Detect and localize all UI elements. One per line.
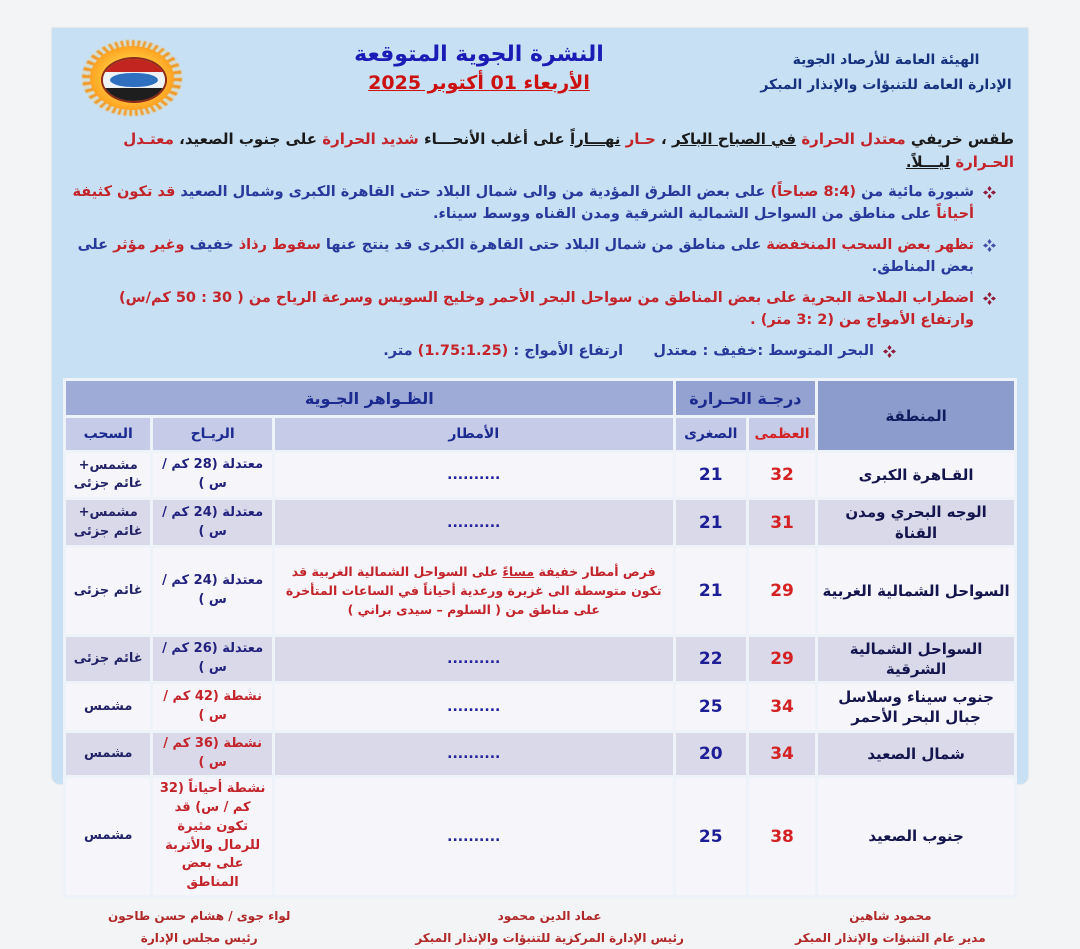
rain-cell: .......... — [275, 637, 673, 682]
min-temp-cell: 22 — [676, 637, 746, 682]
rain-cell: .......... — [275, 733, 673, 775]
wind-cell: معتدلة (28 كم / س ) — [153, 453, 272, 497]
min-temp-cell: 21 — [676, 548, 746, 634]
note-text: البحر المتوسط :خفيف : معتدل ارتفاع الأمواج : (1.75:1.25) متر. — [383, 342, 874, 359]
table-row-north-upper-egypt — [66, 733, 1014, 775]
note-low-clouds — [66, 234, 996, 279]
note-text: تظهر بعض السحب المنخفضة على مناطق من شمال البلاد حتى القاهرة الكبرى قد ينتج عنها سقوط رذاذ خفيف وغير مؤثر على بعض المناطق. — [77, 236, 974, 276]
region-cell: شمال الصعيد — [818, 733, 1014, 775]
signature-forecast-director — [761, 906, 1020, 949]
region-cell: السواحل الشمالية الشرقية — [818, 637, 1014, 682]
min-temp-cell: 25 — [676, 684, 746, 730]
notes-list — [52, 173, 1028, 365]
max-temp-cell: 29 — [749, 548, 815, 634]
region-cell: القـاهرة الكبرى — [818, 453, 1014, 497]
sun-emblem-logo-icon — [68, 38, 198, 120]
four-diamond-bullet-icon — [983, 237, 996, 279]
rain-cell: فرص أمطار خفيفة مساءً على السواحل الشمالية الغربية قد تكون متوسطة الى غزيرة ورعدية أحياناً في الساعات المتأخرة على مناطق من ( السلوم – سيدى براني ) — [275, 548, 673, 634]
region-cell: السواحل الشمالية الغربية — [818, 548, 1014, 634]
authority-line2: الإدارة العامة للتنبؤات والإنذار المبكر — [760, 77, 1012, 94]
col-header-wind: الريـاح — [153, 418, 272, 450]
max-temp-cell: 34 — [749, 733, 815, 775]
four-diamond-bullet-icon — [983, 184, 996, 226]
clouds-cell: غائم جزئى — [66, 637, 150, 682]
wind-cell: نشطة (42 كم / س ) — [153, 684, 272, 730]
clouds-cell: مشمس+ غائم جزئى — [66, 453, 150, 497]
note-mediterranean — [66, 340, 996, 365]
col-header-clouds: السحب — [66, 418, 150, 450]
signature-central-admin-head — [338, 906, 760, 949]
max-temp-cell: 31 — [749, 500, 815, 545]
max-temp-cell: 38 — [749, 778, 815, 895]
clouds-cell: غائم جزئى — [66, 548, 150, 634]
rain-cell: .......... — [275, 778, 673, 895]
table-row-cairo — [66, 453, 1014, 497]
col-header-phenomena: الظـواهر الجـوية — [66, 381, 673, 415]
signature-name: لواء جوى / هشام حسن طاحون — [108, 909, 291, 924]
intro-paragraph: طقس خريفي معتدل الحرارة في الصباح الباكر ، حـار نهـــاراً على أغلب الأنحـــاء شديد الحرارة على جنوب الصعيد، معتـدل الحـرارة ليـــلاً. — [123, 130, 1014, 171]
signature-board-chairman — [60, 906, 338, 949]
header — [52, 28, 1028, 120]
flag-emblem-shape — [101, 57, 167, 103]
col-header-rain: الأمطار — [275, 418, 673, 450]
signature-title: رئيس الإدارة المركزية للتنبؤات والإنذار المبكر — [415, 930, 684, 945]
authority-name-block — [760, 38, 1012, 98]
bulletin-date: الأربعاء 01 أكتوبر 2025 — [368, 72, 590, 94]
note-text: اضطراب الملاحة البحرية على بعض المناطق من سواحل البحر الأحمر وخليج السويس وسرعة الرياح من ( 30 : 50 كم/س) وارتفاع الأمواج من (2 :3 متر) . — [119, 289, 974, 329]
rain-cell: .......... — [275, 453, 673, 497]
note-text: شبورة مائية من (8:4 صباحاً) على بعض الطرق المؤدية من والى شمال البلاد حتى القاهرة الكبرى وشمال الصعيد قد تكون كثيفة أحياناً على مناطق من السواحل الشمالية الشرقية ومدن القناه ووسط سيناء. — [72, 184, 974, 223]
min-temp-cell: 21 — [676, 500, 746, 545]
weather-table — [63, 378, 1017, 898]
four-diamond-bullet-icon — [983, 290, 996, 332]
clouds-cell: مشمس — [66, 778, 150, 895]
min-temp-cell: 25 — [676, 778, 746, 895]
col-header-min-temp: الصغرى — [676, 418, 746, 450]
table-row-delta-canal — [66, 500, 1014, 545]
col-header-region: المنطقة — [818, 381, 1014, 450]
table-row-ne-coasts — [66, 637, 1014, 682]
rain-cell: .......... — [275, 684, 673, 730]
clouds-cell: مشمس — [66, 733, 150, 775]
region-cell: جنوب سيناء وسلاسل جبال البحر الأحمر — [818, 684, 1014, 730]
weather-bulletin-document — [52, 28, 1028, 945]
cloud-shape — [110, 73, 158, 88]
rain-cell: .......... — [275, 500, 673, 545]
region-cell: جنوب الصعيد — [818, 778, 1014, 895]
clouds-cell: مشمس — [66, 684, 150, 730]
min-temp-cell: 20 — [676, 733, 746, 775]
wind-cell: نشطة أحياناً (32 كم / س) قد تكون مثيرة للرمال والأتربة على بعض المناطق — [153, 778, 272, 895]
region-cell: الوجه البحري ومدن القناة — [818, 500, 1014, 545]
weather-table-wrapper — [52, 373, 1028, 898]
signature-title: رئيس مجلس الإدارة — [140, 930, 258, 945]
wind-cell: معتدلة (24 كم / س ) — [153, 548, 272, 634]
max-temp-cell: 29 — [749, 637, 815, 682]
wind-cell: معتدلة (24 كم / س ) — [153, 500, 272, 545]
note-marine-disturbance — [66, 287, 996, 332]
col-header-max-temp: العظمى — [749, 418, 815, 450]
col-header-temperature: درجـة الحـرارة — [676, 381, 816, 415]
clouds-cell: مشمس+ غائم جزئى — [66, 500, 150, 545]
signature-name: عماد الدين محمود — [497, 909, 602, 924]
signature-name: محمود شاهين — [849, 909, 932, 924]
authority-line1: الهيئة العامة للأرصاد الجوية — [792, 52, 980, 68]
max-temp-cell: 34 — [749, 684, 815, 730]
wind-cell: معتدلة (26 كم / س ) — [153, 637, 272, 682]
signature-title: مدير عام التنبؤات والإنذار المبكر — [795, 930, 986, 945]
four-diamond-bullet-icon — [883, 343, 896, 365]
note-fog — [66, 181, 996, 226]
max-temp-cell: 32 — [749, 453, 815, 497]
min-temp-cell: 21 — [676, 453, 746, 497]
table-row-south-upper-egypt — [66, 778, 1014, 895]
footer-signatures — [52, 898, 1028, 949]
table-row-south-sinai — [66, 684, 1014, 730]
wind-cell: نشطة (36 كم / س ) — [153, 733, 272, 775]
table-row-nw-coasts — [66, 548, 1014, 634]
page-title: النشرة الجوية المتوقعة — [354, 42, 604, 67]
title-block — [198, 38, 760, 94]
